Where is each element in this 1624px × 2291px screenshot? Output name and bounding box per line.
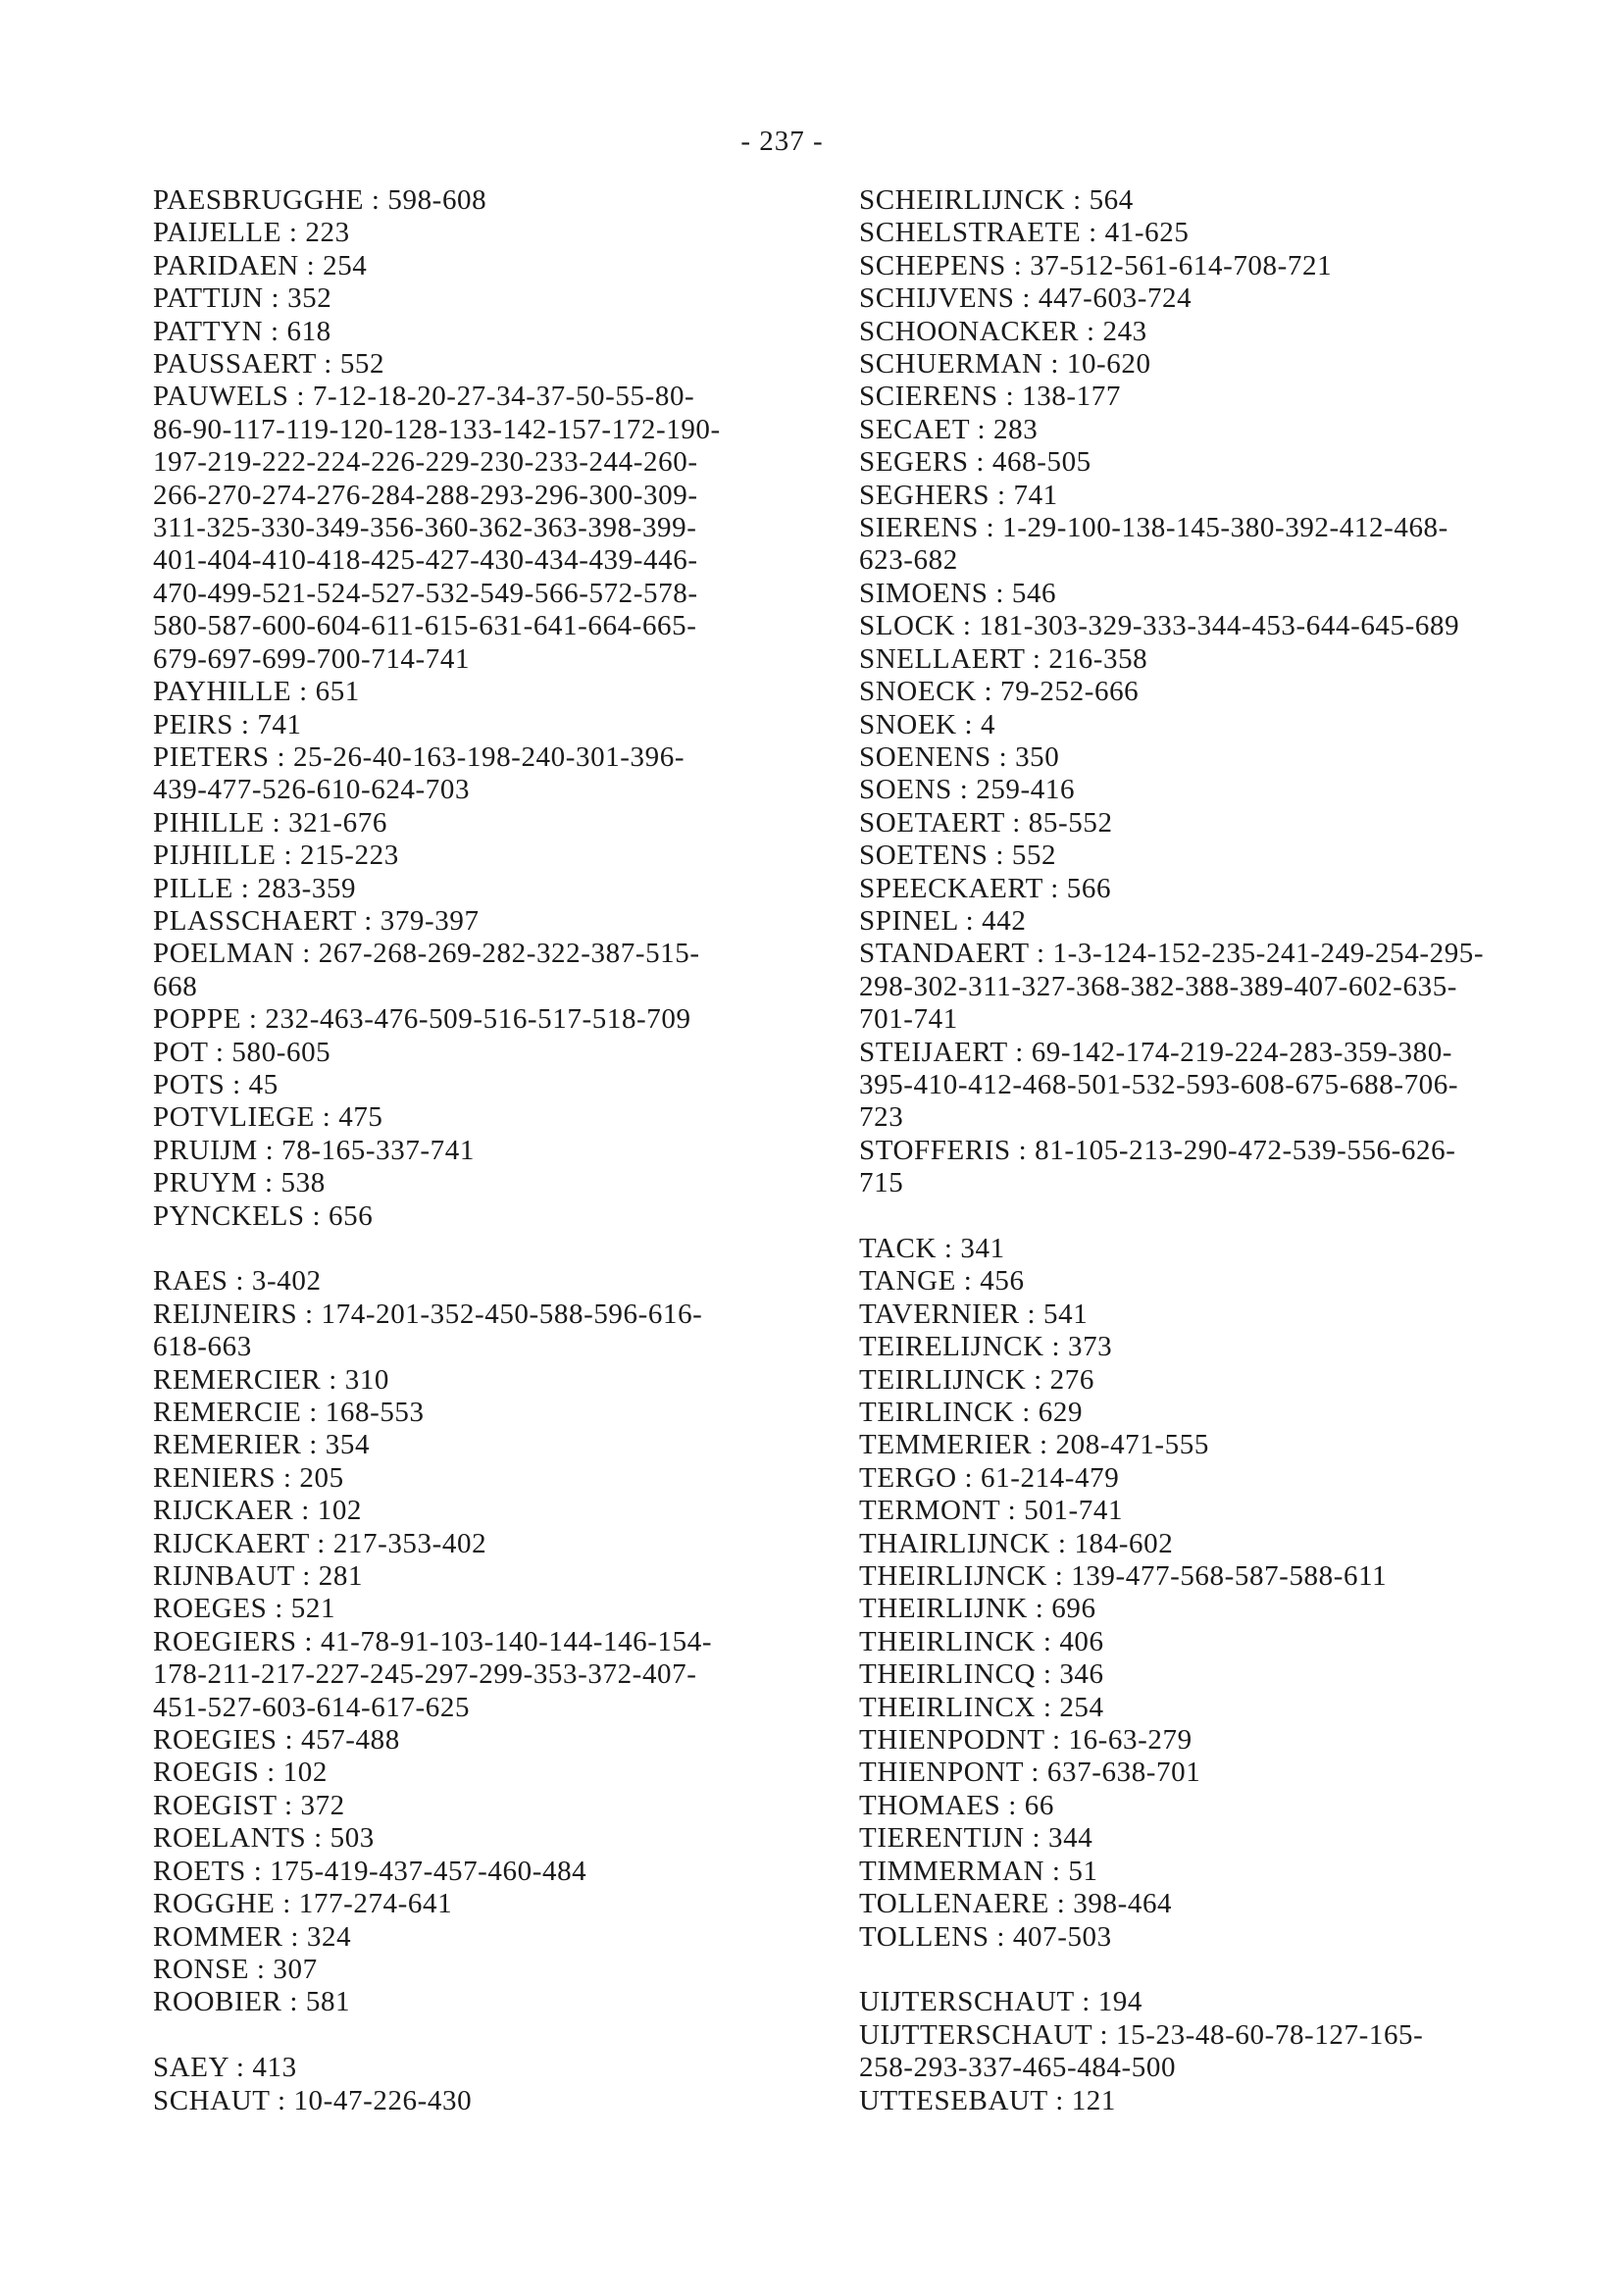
index-entry-line: SPEECKAERT : 566 — [859, 872, 1112, 904]
index-entry-line: TAVERNIER : 541 — [859, 1298, 1089, 1330]
index-entry-line: REMERCIE : 168-553 — [153, 1397, 425, 1429]
index-entry — [153, 1167, 820, 1199]
index-entry — [153, 1756, 820, 1789]
index-entry-line: 178-211-217-227-245-297-299-353-372-407- — [153, 1658, 697, 1691]
index-entry-line: ROETS : 175-419-437-457-460-484 — [153, 1855, 587, 1887]
index-entry-line: TEIRLINCK : 629 — [859, 1397, 1084, 1429]
index-entry — [859, 381, 1604, 413]
page-number: - 237 - — [740, 126, 824, 157]
index-entry-line: THEIRLIJNK : 696 — [859, 1593, 1096, 1625]
index-entry-line: RONSE : 307 — [153, 1953, 318, 1985]
index-entry-line: STEIJAERT : 69-142-174-219-224-283-359-380- — [859, 1036, 1453, 1068]
index-entry-line: PRUIJM : 78-165-337-741 — [153, 1134, 475, 1166]
index-entry-line: ROELANTS : 503 — [153, 1822, 375, 1855]
index-entry — [153, 1822, 820, 1855]
index-entry — [153, 1626, 820, 1724]
index-entry — [859, 578, 1604, 610]
index-entry — [153, 807, 820, 840]
index-entry-line: THOMAES : 66 — [859, 1789, 1054, 1821]
index-column-left — [153, 184, 820, 2117]
index-entry — [153, 1003, 820, 1036]
index-entry-line: SNELLAERT : 216-358 — [859, 642, 1148, 675]
index-entry-line: TEMMERIER : 208-471-555 — [859, 1429, 1209, 1461]
index-entry-line: 701-741 — [859, 1003, 958, 1036]
index-entry-line: 618-663 — [153, 1331, 252, 1363]
index-entry — [859, 348, 1604, 381]
section-gap — [153, 1233, 820, 1265]
index-entry — [859, 1265, 1604, 1298]
index-entry — [859, 282, 1604, 315]
index-entry — [859, 1298, 1604, 1331]
index-entry-line: POT : 580-605 — [153, 1036, 331, 1068]
index-entry — [153, 316, 820, 348]
index-entry-line: THEIRLINCX : 254 — [859, 1691, 1104, 1723]
index-entry-line: SNOECK : 79-252-666 — [859, 676, 1140, 708]
index-entry-line: SCHAUT : 10-47-226-430 — [153, 2084, 473, 2116]
index-entry-line: SCIERENS : 138-177 — [859, 381, 1121, 413]
index-entry-line: RENIERS : 205 — [153, 1461, 344, 1494]
index-entry — [859, 1888, 1604, 1920]
index-entry-line: 86-90-117-119-120-128-133-142-157-172-190- — [153, 413, 721, 445]
index-entry — [859, 480, 1604, 512]
index-entry-line: REIJNEIRS : 174-201-352-450-588-596-616- — [153, 1298, 703, 1330]
index-entry-line: 298-302-311-327-368-382-388-389-407-602-635- — [859, 970, 1458, 1002]
index-entry-line: SIERENS : 1-29-100-138-145-380-392-412-468- — [859, 512, 1448, 544]
index-entry-line: SOETAERT : 85-552 — [859, 806, 1113, 839]
index-entry — [153, 1560, 820, 1593]
index-entry — [153, 1888, 820, 1920]
index-entry-line: RIJCKAER : 102 — [153, 1495, 363, 1527]
index-entry — [859, 217, 1604, 249]
index-entry-line: ROEGIS : 102 — [153, 1756, 328, 1789]
index-entry-line: THIENPONT : 637-638-701 — [859, 1756, 1201, 1789]
index-entry — [859, 1397, 1604, 1429]
index-entry — [859, 1364, 1604, 1397]
index-entry — [859, 1658, 1604, 1691]
index-entry-line: TIMMERMAN : 51 — [859, 1855, 1098, 1887]
index-entry-line: UTTESEBAUT : 121 — [859, 2084, 1117, 2116]
index-entry-line: THAIRLIJNCK : 184-602 — [859, 1527, 1174, 1559]
index-column-right — [859, 184, 1604, 2117]
index-entry — [859, 807, 1604, 840]
index-entry-line: SLOCK : 181-303-329-333-344-453-644-645-689 — [859, 610, 1460, 642]
index-entry-line: ROEGES : 521 — [153, 1593, 336, 1625]
index-entry-line: 311-325-330-349-356-360-362-363-398-399- — [153, 512, 697, 544]
index-entry — [153, 1790, 820, 1822]
index-entry-line: PILLE : 283-359 — [153, 872, 357, 904]
index-entry-line: 258-293-337-465-484-500 — [859, 2052, 1177, 2084]
index-entry-line: RIJCKAERT : 217-353-402 — [153, 1527, 487, 1559]
index-entry-line: PAIJELLE : 223 — [153, 217, 350, 249]
index-entry-line: STOFFERIS : 81-105-213-290-472-539-556-626- — [859, 1134, 1456, 1166]
index-entry-line: PLASSCHAERT : 379-397 — [153, 904, 480, 937]
index-entry-line: SAEY : 413 — [153, 2052, 297, 2084]
index-entry — [859, 1429, 1604, 1461]
index-entry — [859, 709, 1604, 741]
index-entry — [859, 938, 1604, 1036]
index-entry — [859, 1037, 1604, 1135]
index-entry-line: 715 — [859, 1167, 904, 1199]
index-entry-line: POTS : 45 — [153, 1068, 279, 1100]
index-entry-line: PIETERS : 25-26-40-163-198-240-301-396- — [153, 740, 685, 773]
index-entry — [859, 184, 1604, 217]
index-entry-line: THIENPODNT : 16-63-279 — [859, 1724, 1193, 1756]
index-entry-line: THEIRLINCQ : 346 — [859, 1658, 1104, 1691]
index-entry-line: TOLLENAERE : 398-464 — [859, 1888, 1173, 1920]
index-entry-line: SCHEPENS : 37-512-561-614-708-721 — [859, 249, 1333, 281]
index-entry-line: TIERENTIJN : 344 — [859, 1822, 1093, 1855]
index-entry-line: RAES : 3-402 — [153, 1265, 322, 1298]
index-entry — [859, 1822, 1604, 1855]
index-entry — [859, 1135, 1604, 1200]
index-entry-line: STANDAERT : 1-3-124-152-235-241-249-254-295- — [859, 938, 1485, 970]
index-entry — [153, 873, 820, 905]
index-entry-line: TEIRELIJNCK : 373 — [859, 1331, 1113, 1363]
index-entry — [153, 1495, 820, 1527]
index-entry — [153, 1856, 820, 1888]
index-entry — [153, 1298, 820, 1364]
index-entry — [859, 905, 1604, 938]
index-entry — [859, 643, 1604, 676]
index-entry — [859, 1692, 1604, 1724]
index-entry-line: 580-587-600-604-611-615-631-641-664-665- — [153, 610, 697, 642]
index-entry — [859, 741, 1604, 774]
index-entry — [859, 1331, 1604, 1363]
index-entry-line: SCHELSTRAETE : 41-625 — [859, 217, 1190, 249]
index-entry — [153, 348, 820, 381]
index-entry — [153, 1462, 820, 1495]
index-entry — [153, 381, 820, 676]
index-entry-line: UIJTERSCHAUT : 194 — [859, 1986, 1143, 2018]
index-entry-line: PAUWELS : 7-12-18-20-27-34-37-50-55-80- — [153, 381, 695, 413]
index-entry — [153, 282, 820, 315]
index-entry — [153, 1986, 820, 2018]
index-entry-line: 395-410-412-468-501-532-593-608-675-688-706- — [859, 1068, 1459, 1100]
index-entry-line: 451-527-603-614-617-625 — [153, 1691, 471, 1723]
index-entry-line: PAESBRUGGHE : 598-608 — [153, 184, 487, 216]
index-entry — [859, 2019, 1604, 2085]
index-entry-line: ROEGIST : 372 — [153, 1789, 345, 1821]
index-entry-line: SOETENS : 552 — [859, 840, 1057, 872]
index-entry-line: SNOEK : 4 — [859, 708, 996, 740]
index-entry — [859, 1790, 1604, 1822]
index-entry-line: 723 — [859, 1101, 904, 1134]
index-entry — [859, 610, 1604, 642]
index-entry-line: TERMONT : 501-741 — [859, 1495, 1124, 1527]
index-entry-line: POTVLIEGE : 475 — [153, 1101, 383, 1134]
index-entry — [859, 840, 1604, 872]
index-entry-line: ROEGIERS : 41-78-91-103-140-144-146-154- — [153, 1625, 713, 1657]
index-entry-line: 679-697-699-700-714-741 — [153, 642, 471, 675]
index-entry-line: ROOBIER : 581 — [153, 1986, 351, 2018]
index-entry — [859, 1233, 1604, 1265]
index-entry-line: TEIRLIJNCK : 276 — [859, 1363, 1094, 1396]
index-entry-line: SECAET : 283 — [859, 413, 1039, 445]
index-entry-line: REMERCIER : 310 — [153, 1363, 390, 1396]
index-entry-line: SCHIJVENS : 447-603-724 — [859, 282, 1193, 315]
index-entry — [153, 840, 820, 872]
index-entry-line: THEIRLIJNCK : 139-477-568-587-588-611 — [859, 1560, 1388, 1593]
index-entry-line: ROGGHE : 177-274-641 — [153, 1888, 453, 1920]
index-entry — [153, 905, 820, 938]
index-entry-line: ROMMER : 324 — [153, 1920, 352, 1953]
index-entry-line: SPINEL : 442 — [859, 904, 1027, 937]
index-entry — [859, 316, 1604, 348]
index-entry-line: SOENS : 259-416 — [859, 774, 1076, 806]
section-gap — [153, 2019, 820, 2052]
index-entry — [153, 1593, 820, 1625]
index-entry — [859, 414, 1604, 446]
index-entry — [153, 1429, 820, 1461]
index-entry-line: TANGE : 456 — [859, 1265, 1025, 1298]
index-entry-line: UIJTTERSCHAUT : 15-23-48-60-78-127-165- — [859, 2018, 1424, 2051]
index-entry — [153, 250, 820, 282]
index-entry — [153, 2085, 820, 2117]
index-entry — [153, 709, 820, 741]
index-entry — [859, 1724, 1604, 1756]
index-entry-line: PIJHILLE : 215-223 — [153, 840, 399, 872]
index-entry-line: PIHILLE : 321-676 — [153, 806, 387, 839]
index-entry — [153, 1037, 820, 1069]
index-entry-line: 197-219-222-224-226-229-230-233-244-260- — [153, 446, 698, 479]
index-entry-line: 623-682 — [859, 544, 958, 577]
index-entry-line: RIJNBAUT : 281 — [153, 1560, 364, 1593]
index-entry — [859, 1856, 1604, 1888]
index-entry-line: 266-270-274-276-284-288-293-296-300-309- — [153, 479, 698, 511]
index-entry — [859, 1560, 1604, 1593]
index-entry-line: SCHOONACKER : 243 — [859, 315, 1147, 347]
index-entry — [153, 1954, 820, 1986]
index-entry — [859, 446, 1604, 479]
index-entry — [859, 873, 1604, 905]
index-entry — [859, 1593, 1604, 1625]
index-entry-line: PRUYM : 538 — [153, 1167, 326, 1199]
index-entry-line: SOENENS : 350 — [859, 740, 1060, 773]
index-entry-line: PYNCKELS : 656 — [153, 1199, 374, 1232]
index-entry-line: POPPE : 232-463-476-509-516-517-518-709 — [153, 1003, 691, 1036]
index-entry — [153, 1135, 820, 1167]
index-entry — [153, 217, 820, 249]
index-entry-line: PEIRS : 741 — [153, 708, 302, 740]
index-entry-line: ROEGIES : 457-488 — [153, 1724, 400, 1756]
index-entry-line: 401-404-410-418-425-427-430-434-439-446- — [153, 544, 698, 577]
index-entry-line: PARIDAEN : 254 — [153, 249, 368, 281]
index-entry — [859, 2085, 1604, 2117]
index-entry-line: TACK : 341 — [859, 1232, 1005, 1264]
index-entry — [859, 1462, 1604, 1495]
index-entry-line: TERGO : 61-214-479 — [859, 1461, 1120, 1494]
index-entry-line: THEIRLINCK : 406 — [859, 1625, 1104, 1657]
index-entry — [153, 1364, 820, 1397]
index-entry — [153, 1528, 820, 1560]
index-entry — [153, 184, 820, 217]
index-entry-line: PATTIJN : 352 — [153, 282, 332, 315]
index-entry-line: REMERIER : 354 — [153, 1429, 371, 1461]
index-entry — [153, 1921, 820, 1954]
index-entry-line: PAUSSAERT : 552 — [153, 348, 385, 381]
index-entry — [153, 1397, 820, 1429]
index-entry-line: SEGHERS : 741 — [859, 479, 1058, 511]
index-entry-line: SCHEIRLIJNCK : 564 — [859, 184, 1134, 216]
index-entry — [153, 1265, 820, 1298]
index-entry — [859, 250, 1604, 282]
index-entry — [153, 676, 820, 708]
index-entry — [859, 1756, 1604, 1789]
index-entry-line: 668 — [153, 970, 198, 1002]
index-entry-line: POELMAN : 267-268-269-282-322-387-515- — [153, 938, 700, 970]
index-entry — [153, 741, 820, 807]
index-entry — [859, 774, 1604, 806]
index-entry — [859, 512, 1604, 578]
index-entry — [859, 1528, 1604, 1560]
index-entry-line: PATTYN : 618 — [153, 315, 331, 347]
index-entry-line: 470-499-521-524-527-532-549-566-572-578- — [153, 577, 698, 609]
index-entry — [153, 1069, 820, 1101]
index-entry — [859, 1495, 1604, 1527]
index-entry-line: SIMOENS : 546 — [859, 577, 1057, 609]
index-entry-line: TOLLENS : 407-503 — [859, 1920, 1112, 1953]
index-entry-line: SEGERS : 468-505 — [859, 446, 1091, 479]
section-gap — [859, 1200, 1604, 1233]
index-entry — [859, 1626, 1604, 1658]
index-entry-line: SCHUERMAN : 10-620 — [859, 348, 1151, 381]
index-entry — [153, 2052, 820, 2084]
index-entry — [859, 676, 1604, 708]
index-entry-line: PAYHILLE : 651 — [153, 676, 360, 708]
index-entry — [153, 1724, 820, 1756]
index-entry — [859, 1986, 1604, 2018]
section-gap — [859, 1954, 1604, 1986]
index-entry-line: 439-477-526-610-624-703 — [153, 774, 471, 806]
index-entry — [153, 938, 820, 1003]
index-entry — [153, 1200, 820, 1233]
index-entry — [153, 1101, 820, 1134]
index-entry — [859, 1921, 1604, 1954]
